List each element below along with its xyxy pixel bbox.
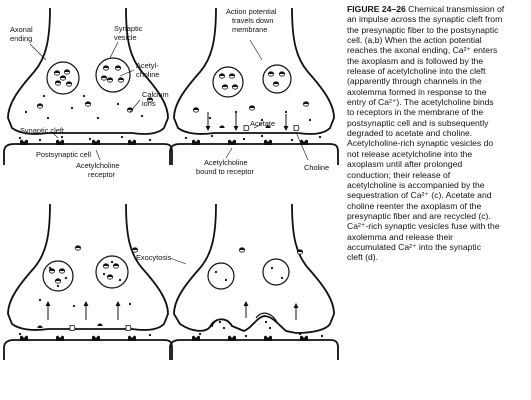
label-calcium-ions-1: Calcium: [142, 90, 169, 99]
label-synaptic-vesicle-1: Synaptic: [114, 24, 143, 33]
caption-line: the axoplasm and is followed by the: [347, 55, 484, 66]
caption-line: Acetylcholine-rich synaptic vesicles do: [347, 138, 494, 149]
label-axonal-ending-2: ending: [10, 34, 33, 43]
label-ach-receptor-2: receptor: [88, 170, 116, 179]
figure-caption: [347, 4, 527, 263]
label-synaptic-vesicle-2: vesicle: [114, 33, 137, 42]
caption-line: not release acetylcholine into the: [347, 148, 473, 159]
label-action-potential-3: membrane: [232, 25, 268, 34]
caption-line: Ca²⁺-rich synaptic vesicles fuse with the: [347, 221, 500, 232]
caption-line: axolemma formed in response to the: [347, 86, 487, 97]
caption-line: the presynaptic fiber to the postsynaptic: [347, 24, 499, 35]
caption-line: conduction; their release of: [347, 169, 451, 180]
caption-line: cell. (a,b) When the action potential: [347, 35, 482, 46]
label-action-potential-2: travels down: [232, 16, 274, 25]
caption-line: an impulse across the synaptic cleft from: [347, 14, 503, 25]
caption-line: (apparently through channels in the: [347, 76, 482, 87]
caption-text: Chemical transmission of: [408, 4, 505, 14]
label-acetylcholine-2: choline: [136, 70, 160, 79]
label-calcium-ions-2: ions: [142, 99, 156, 108]
figure-number: FIGURE 24–26: [347, 4, 406, 14]
label-ach-bound-2: bound to receptor: [196, 167, 254, 176]
caption-line: to receptors in the membrane of the: [347, 107, 484, 118]
caption-line: sequestration of Ca²⁺ (c). Acetate and: [347, 190, 492, 201]
caption-line: cleft (d).: [347, 252, 379, 263]
label-exocytosis: Exocytosis: [136, 253, 172, 262]
presynaptic-terminal-c: [8, 204, 168, 330]
postsynaptic-cell-d: [170, 340, 338, 360]
caption-line: degraded to acetate and choline.: [347, 128, 473, 139]
postsynaptic-cell-b: [170, 144, 338, 165]
label-ach-bound-1: Acetylcholine: [204, 158, 248, 167]
caption-line: reaches the axonal ending, Ca²⁺ enters: [347, 45, 498, 56]
postsynaptic-cell-c: [4, 340, 172, 360]
label-axonal-ending-1: Axonal: [10, 25, 33, 34]
caption-line: release of acetylcholine into the cleft: [347, 66, 486, 77]
label-postsynaptic-cell: Postsynaptic cell: [36, 150, 92, 159]
receptors: [20, 140, 308, 342]
label-action-potential-1: Action potential: [226, 7, 277, 16]
caption-line: entry of Ca²⁺). The acetylcholine binds: [347, 97, 494, 108]
label-acetate: Acetate: [250, 119, 276, 128]
caption-line: presynaptic fiber and are recycled (c).: [347, 210, 491, 221]
caption-line: accumulated Ca²⁺ into the synaptic: [347, 241, 481, 252]
caption-line: choline reenter the axoplasm of the: [347, 200, 482, 211]
caption-line: acetylcholine is accompanied by the: [347, 179, 485, 190]
label-acetylcholine-1: Acetyl-: [136, 61, 159, 70]
caption-line: [347, 4, 527, 14]
presynaptic-terminal-d: [174, 204, 334, 333]
label-synaptic-cleft: Synaptic cleft: [20, 126, 64, 135]
acetylcholine-molecules: [37, 66, 308, 283]
caption-line: postsynaptic cell and is subsequently: [347, 117, 489, 128]
label-choline: Choline: [304, 163, 330, 172]
caption-line: axolemma and release their: [347, 231, 454, 242]
caption-line: axoplasm until after prolonged: [347, 159, 463, 170]
calcium-ions: [19, 95, 323, 337]
label-ach-receptor-1: Acetylcholine: [76, 161, 120, 170]
